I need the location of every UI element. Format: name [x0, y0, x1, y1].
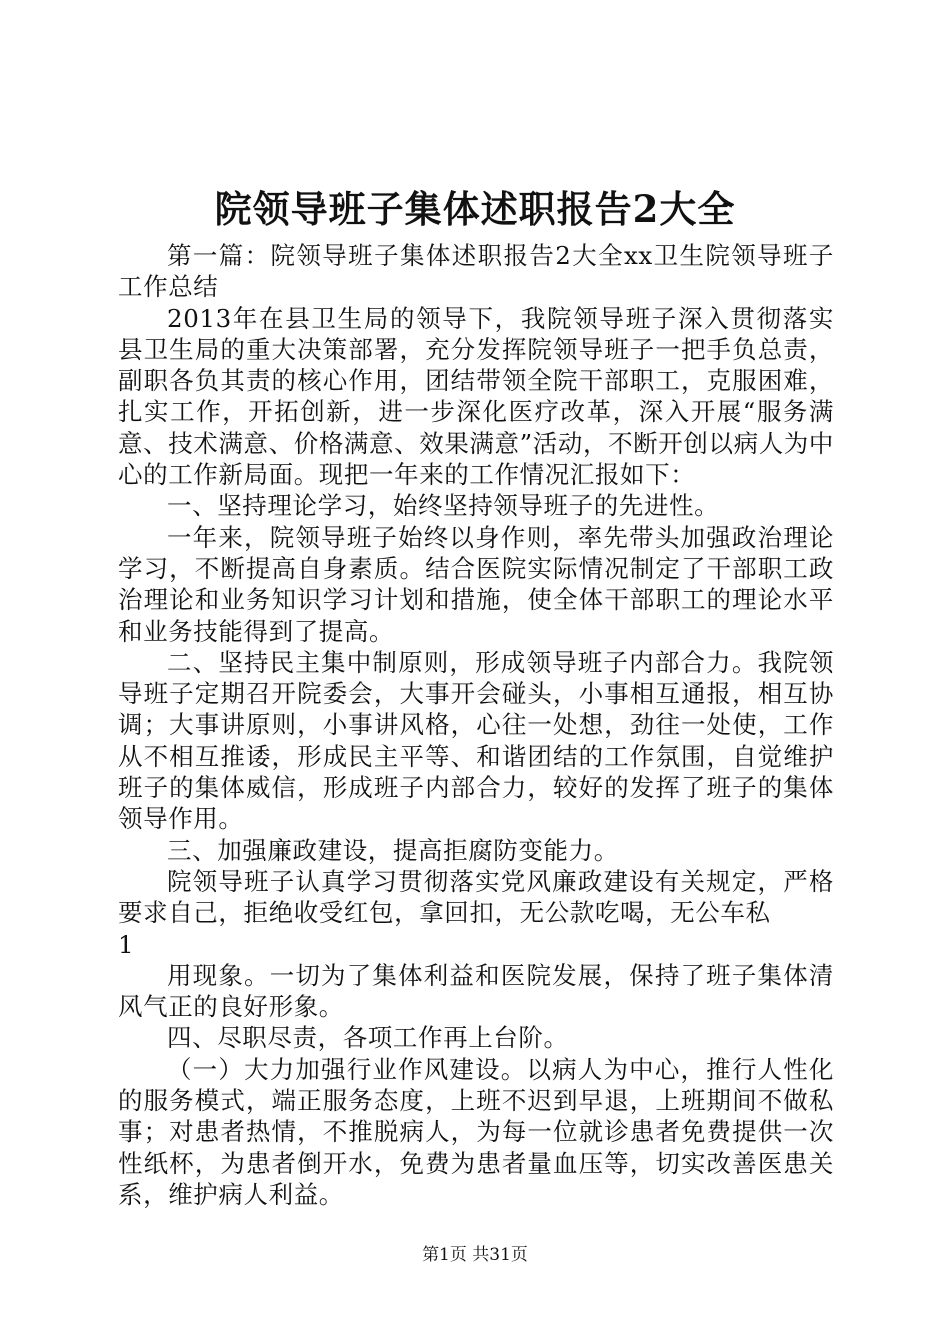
paragraph-section-2: 二、坚持民主集中制原则，形成领导班子内部合力。我院领导班子定期召开院委会，大事开会碰头，小事相互通报，相互协调；大事讲原则，小事讲风格，心往一处想，劲往一处使，工作从不相互推诿，形成民主平等、和谐团结的工作氛围，自觉维护班子的集体威信，形成班子内部合力，较好的发挥了班子的集体领导作用。	[118, 647, 834, 834]
inline-page-number: 1	[118, 929, 135, 959]
section-heading-1: 一、坚持理论学习，始终坚持领导班子的先进性。	[167, 491, 720, 521]
paragraph-intro: 2013年在县卫生局的领导下，我院领导班子深入贯彻落实县卫生局的重大决策部署，充分发挥院领导班子一把手负总责，副职各负其责的核心作用，团结带领全院干部职工，克服困难，扎实工作，开拓创新，进一步深化医疗改革，深入开展“服务满意、技术满意、价格满意、效果满意”活动，不断开创以病人为中心的工作新局面。现把一年来的工作情况汇报如下：	[118, 303, 834, 490]
section-heading-4: 四、尽职尽责，各项工作再上台阶。	[167, 1023, 569, 1053]
document-title: 院领导班子集体述职报告2大全	[214, 187, 736, 231]
paragraph-heading-chapter: 第一篇：院领导班子集体述职报告2大全xx卫生院领导班子工作总结	[118, 241, 834, 302]
paragraph-continued: 用现象。一切为了集体利益和医院发展，保持了班子集体清风气正的良好形象。	[118, 960, 834, 1022]
paragraph-section-4-1: （一）大力加强行业作风建设。以病人为中心，推行人性化的服务模式，端正服务态度，上班不迟到早退，上班期间不做私事；对患者热情，不推脱病人，为每一位就诊患者免费提供一次性纸杯，为患者倒开水，免费为患者量血压等，切实改善医患关系，维护病人利益。	[118, 1054, 834, 1209]
page-footer: 第1页 共31页	[422, 1245, 528, 1265]
paragraph-section-3: 院领导班子认真学习贯彻落实党风廉政建设有关规定，严格要求自己，拒绝收受红包，拿回扣，无公款吃喝，无公车私	[118, 866, 834, 928]
section-heading-3: 三、加强廉政建设，提高拒腐防变能力。	[167, 835, 619, 865]
document-body	[118, 240, 834, 1210]
paragraph-section-1: 一年来，院领导班子始终以身作则，率先带头加强政治理论学习，不断提高自身素质。结合医院实际情况制定了干部职工政治理论和业务知识学习计划和措施，使全体干部职工的理论水平和业务技能得到了提高。	[118, 522, 834, 646]
